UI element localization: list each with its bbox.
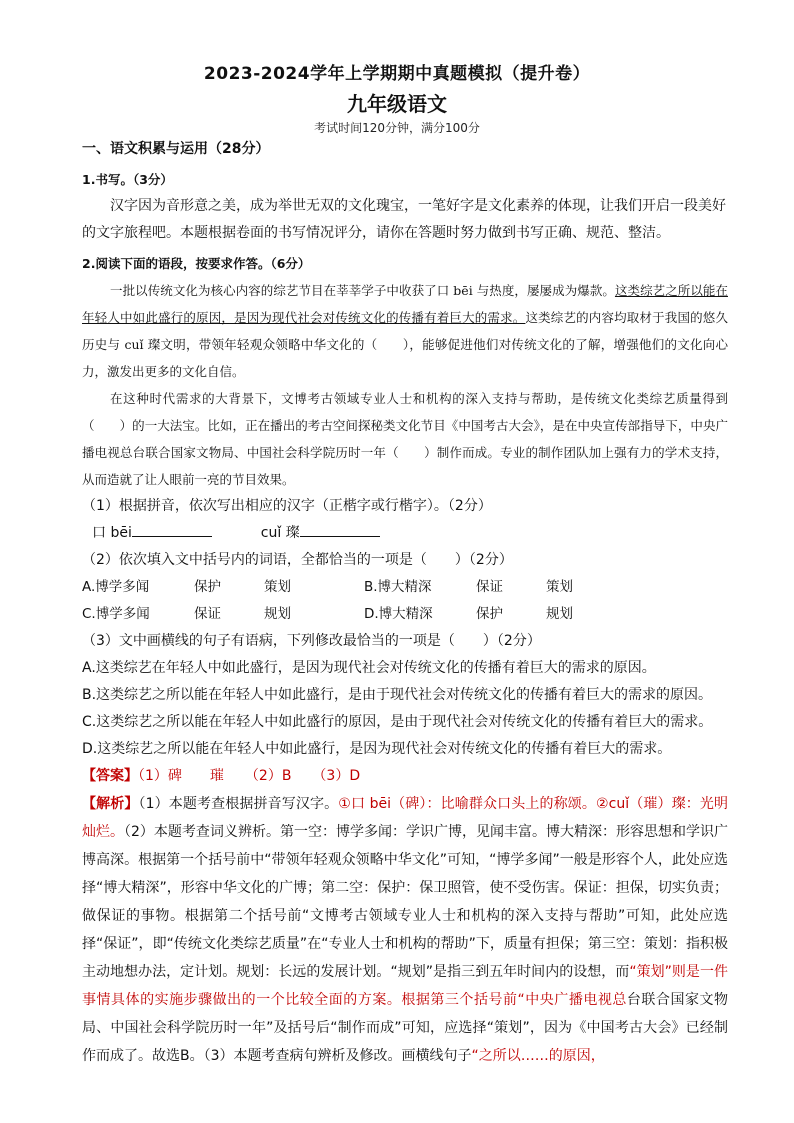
analysis-block <box>82 790 728 1070</box>
option-b-word-2: 保证 <box>476 579 503 595</box>
option-b-word-1[interactable]: B.博大精深 <box>364 579 432 595</box>
option-c-word-1[interactable]: C.博学多闻 <box>82 606 150 622</box>
option-a-word-3: 策划 <box>264 579 291 595</box>
analysis-part-3: （2）本题考查词义辨析。第一空：博学多闻：学识广博，见闻丰富。博大精深：形容思想和学识广博高深。根据第一个括号前中“带领年轻观众领略中华文化”可知，“博学多闻”一般是形容个人，此处应选择“博大精深”，形容中华文化的广博；第二空：保护：保卫照管，使不受伤害。保证：担保，切实负责；做保证的事物。根据第二个括号前“文博考古领域专业人士和机构的深入支持与帮助”可知，此处应选择“保证”，即“传统文化类综艺质量”在“专业人士和机构的帮助”下，质量有担保；第三空：策划：指积极主动地想办法，定计划。规划：长远的发展计划。“规划”是指三到五年时间内的设想，而 <box>82 824 729 980</box>
sub-question-3: （3）文中画横线的句子有语病，下列修改最恰当的一项是（ ）（2分） <box>82 633 541 649</box>
analysis-part-4: “策划”则是一件事情具体的实施步骤做出的一个比较全面的方案。根据第三个括号前“中央广播电视总 <box>82 964 728 1008</box>
question-1-heading: 1.书写。（3分） <box>82 172 173 187</box>
exam-title: 2023-2024学年上学期期中真题模拟（提升卷） <box>203 64 591 84</box>
exam-info: 考试时间120分钟，满分100分 <box>314 121 480 135</box>
question-2-heading: 2.阅读下面的语段，按要求作答。（6分） <box>82 256 311 271</box>
answer-text: （1）碑 璀 （2）B （3）D <box>138 768 361 784</box>
sub-question-1: （1）根据拼音，依次写出相应的汉字（正楷字或行楷字）。（2分） <box>82 498 492 514</box>
pinyin-blanks <box>82 520 728 547</box>
option-b-word-3: 策划 <box>546 579 573 595</box>
answer-blank-1[interactable] <box>132 522 212 537</box>
answer-label: 【答案】 <box>82 768 138 784</box>
blank-2-prefix: cuǐ 璨 <box>260 525 300 541</box>
option-d-word-3: 规划 <box>546 606 573 622</box>
option-3a[interactable]: A.这类综艺在年轻人中如此盛行，是因为现代社会对传统文化的传播有着巨大的需求的原因。 <box>82 660 656 676</box>
option-a-word-1[interactable]: A.博学多闻 <box>82 579 150 595</box>
option-c-word-2: 保证 <box>194 606 221 622</box>
underlined-sentence: 这类综艺之所以能在年轻人中如此盛行的原因，是因为现代社会对传统文化的传播有着巨大的需求。 <box>82 283 728 325</box>
option-d-word-1[interactable]: D.博大精深 <box>364 606 433 622</box>
passage-1-part-b: 这类综艺的内容均取材于我国的悠久历史与 cuǐ 璨文明，带领年轻观众领略中华文化的（ ），能够促进他们对传统文化的了解，增强他们的文化向心力，激发出更多的文化自信。 <box>82 310 728 379</box>
analysis-part-5: 台联合国家文物局、中国社会科学院历时一年”及括号后“制作而成”可知，应选择“策划”，因为《中国考古大会》已经制作而成了。故选B。（3）本题考查病句辨析及修改。画横线句子 <box>82 992 728 1064</box>
option-3d[interactable]: D.这类综艺之所以能在年轻人中如此盛行，是因为现代社会对传统文化的传播有着巨大的需求。 <box>82 741 672 757</box>
reading-passage-1 <box>82 277 728 385</box>
exam-subject: 九年级语文 <box>347 92 447 116</box>
answer-blank-2[interactable] <box>300 522 380 537</box>
answer-line <box>82 763 728 790</box>
section-heading: 一、语文积累与运用（28分） <box>82 141 270 157</box>
blank-1-prefix: 口 bēi <box>92 525 132 541</box>
option-d-word-2: 保护 <box>476 606 503 622</box>
question-1-text: 汉字因为音形意之美，成为举世无双的文化瑰宝，一笔好字是文化素养的体现，让我们开启一段美好的文字旅程吧。本题根据卷面的书写情况评分，请你在答题时努力做到书写正确、规范、整洁。 <box>82 198 726 241</box>
analysis-part-1: （1）本题考查根据拼音写汉字。 <box>138 796 339 812</box>
analysis-label: 【解析】 <box>82 796 139 812</box>
option-3b[interactable]: B.这类综艺之所以能在年轻人中如此盛行，是由于现代社会对传统文化的传播有着巨大的需求的原因。 <box>82 687 713 703</box>
options-row-1 <box>82 574 728 601</box>
exam-content <box>82 137 728 1070</box>
option-3c[interactable]: C.这类综艺之所以能在年轻人中如此盛行的原因，是由于现代社会对传统文化的传播有着巨大的需求。 <box>82 714 713 730</box>
option-a-word-2: 保护 <box>194 579 221 595</box>
option-c-word-3: 规划 <box>264 606 291 622</box>
analysis-part-6: “之所以……的原因， <box>471 1048 605 1064</box>
sub-question-2: （2）依次填入文中括号内的词语，全都恰当的一项是（ ）（2分） <box>82 552 513 568</box>
analysis-part-2: ①口 bēi（碑）：比喻群众口头上的称颂。②cuǐ（璀）璨：光明灿烂。 <box>82 796 728 840</box>
options-row-2 <box>82 601 728 628</box>
reading-passage-2: 在这种时代需求的大背景下，文博考古领域专业人士和机构的深入支持与帮助，是传统文化类综艺质量得到（ ）的一大法宝。比如，正在播出的考古空间探秘类文化节目《中国考古大会》，是在中央宣传部指导下，中央广播电视总台联合国家文物局、中国社会科学院历时一年（ ）制作而成。专业的制作团队加上强有力的学术支持，从而造就了让人眼前一亮的节目效果。 <box>82 391 728 487</box>
passage-1-part-a: 一批以传统文化为核心内容的综艺节目在莘莘学子中收获了口 bēi 与热度，屡屡成为爆款。 <box>110 283 615 298</box>
